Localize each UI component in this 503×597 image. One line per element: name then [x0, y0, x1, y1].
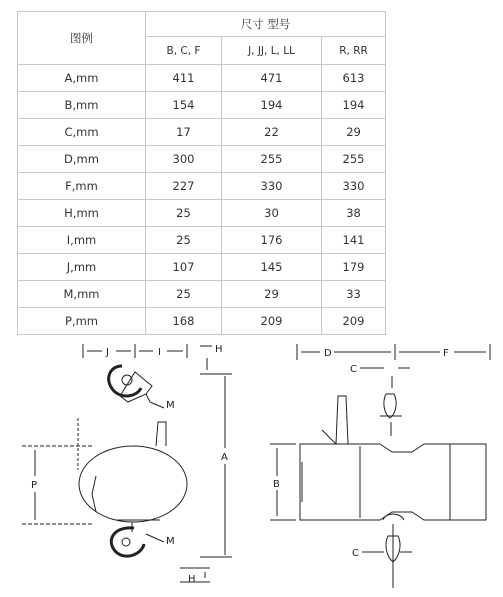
row-label: F,mm	[18, 173, 146, 200]
dim-label-C-top: C	[350, 364, 357, 375]
cell: 330	[322, 173, 386, 200]
dim-label-M-bottom: M	[166, 536, 175, 547]
row-label: A,mm	[18, 65, 146, 92]
cell: 613	[322, 65, 386, 92]
hoist-side-view	[22, 344, 232, 585]
cell: 411	[146, 65, 222, 92]
model-group-header: 尺寸 型号	[146, 12, 386, 37]
dim-label-F: F	[443, 348, 449, 359]
cell: 194	[222, 92, 322, 119]
table-row	[18, 281, 386, 308]
cell: 29	[222, 281, 322, 308]
cell: 176	[222, 227, 322, 254]
cell: 300	[146, 146, 222, 173]
cell: 154	[146, 92, 222, 119]
cell: 209	[222, 308, 322, 335]
dim-label-H-top: H	[215, 344, 223, 355]
cell: 141	[322, 227, 386, 254]
dim-label-A: A	[221, 452, 228, 463]
cell: 25	[146, 281, 222, 308]
cell: 25	[146, 227, 222, 254]
table-row	[18, 119, 386, 146]
row-label: I,mm	[18, 227, 146, 254]
hoist-front-view	[270, 344, 490, 588]
cell: 168	[146, 308, 222, 335]
cell: 255	[222, 146, 322, 173]
cell: 471	[222, 65, 322, 92]
cell: 30	[222, 200, 322, 227]
cell: 179	[322, 254, 386, 281]
row-label: J,mm	[18, 254, 146, 281]
cell: 209	[322, 308, 386, 335]
row-label: H,mm	[18, 200, 146, 227]
dimension-table	[17, 11, 386, 335]
hoist-dimension-drawing	[0, 336, 503, 597]
dim-label-I: I	[158, 347, 161, 358]
cell: 17	[146, 119, 222, 146]
column-header: B, C, F	[146, 37, 222, 65]
cell: 38	[322, 200, 386, 227]
table-row	[18, 200, 386, 227]
cell: 194	[322, 92, 386, 119]
dim-label-P: P	[31, 480, 38, 491]
row-label: M,mm	[18, 281, 146, 308]
table-row	[18, 146, 386, 173]
dim-label-B: B	[273, 479, 280, 490]
row-label: D,mm	[18, 146, 146, 173]
row-label: P,mm	[18, 308, 146, 335]
cell: 22	[222, 119, 322, 146]
table-row	[18, 227, 386, 254]
dim-label-M-top: M	[166, 400, 175, 411]
cell: 107	[146, 254, 222, 281]
column-header: J, JJ, L, LL	[222, 37, 322, 65]
dim-label-H-bottom: H	[188, 574, 196, 585]
cell: 33	[322, 281, 386, 308]
cell: 29	[322, 119, 386, 146]
table-row	[18, 173, 386, 200]
dim-label-D: D	[324, 348, 332, 359]
table-row	[18, 254, 386, 281]
table-row	[18, 92, 386, 119]
column-header: R, RR	[322, 37, 386, 65]
cell: 255	[322, 146, 386, 173]
cell: 145	[222, 254, 322, 281]
row-label: C,mm	[18, 119, 146, 146]
cell: 227	[146, 173, 222, 200]
cell: 330	[222, 173, 322, 200]
corner-header: 图例	[18, 12, 146, 65]
row-label: B,mm	[18, 92, 146, 119]
dim-label-J: J	[106, 347, 109, 358]
table-row	[18, 65, 386, 92]
dim-label-C-bottom: C	[352, 548, 359, 559]
table-row	[18, 308, 386, 335]
cell: 25	[146, 200, 222, 227]
